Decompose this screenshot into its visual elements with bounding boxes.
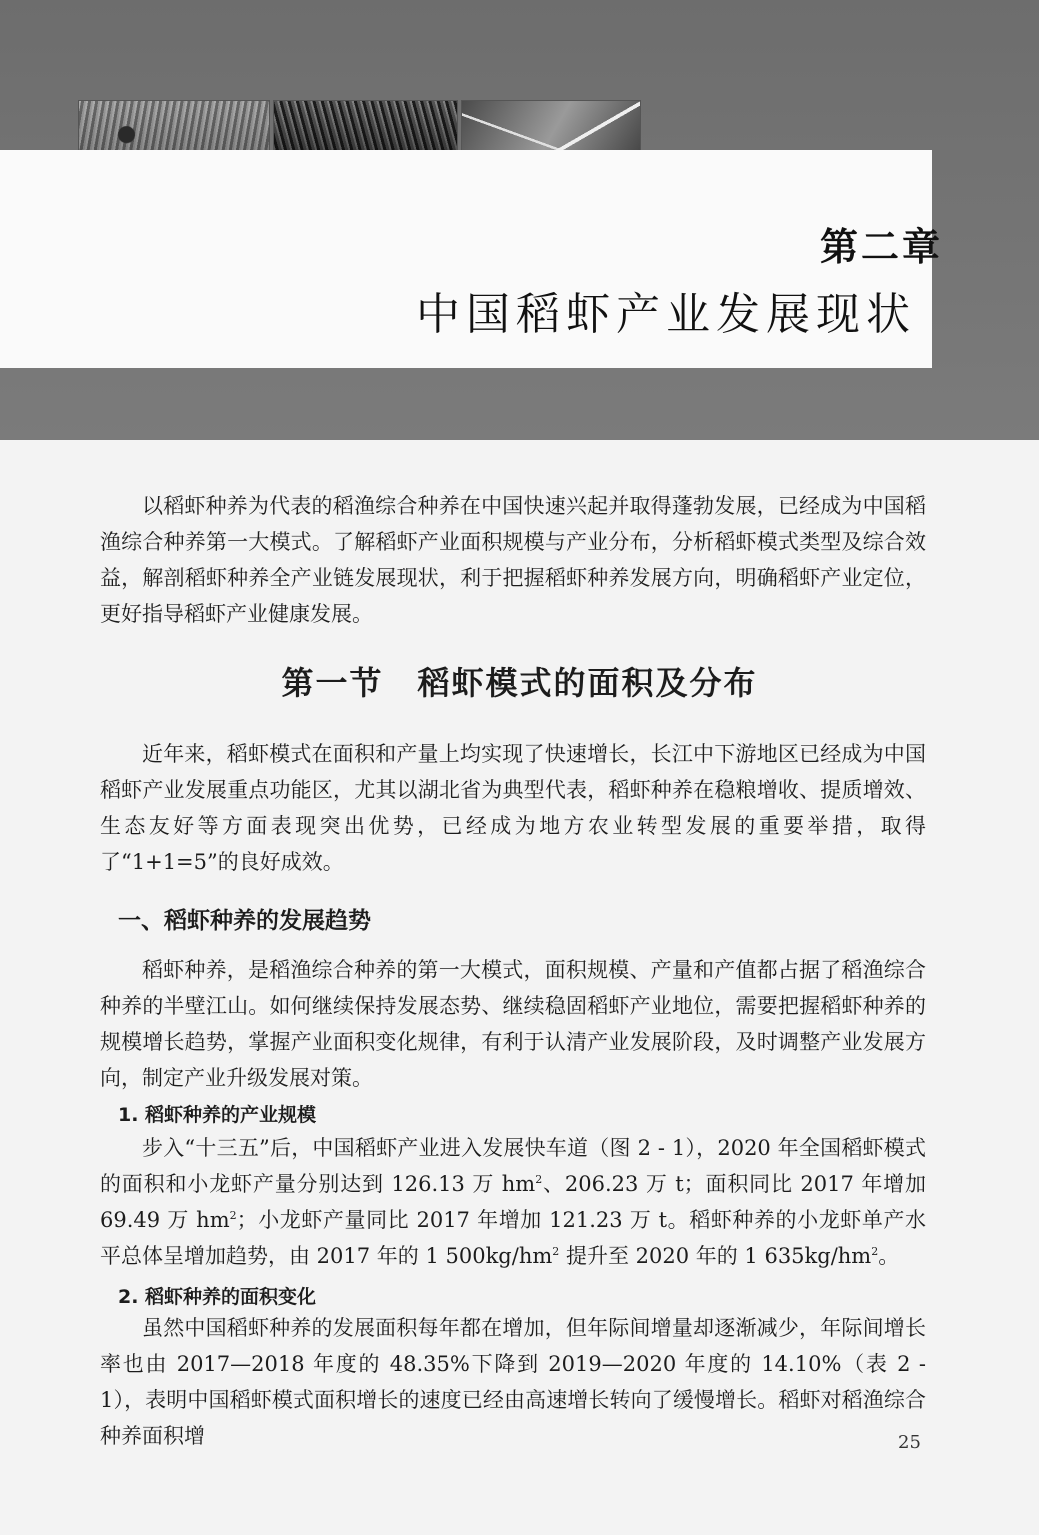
intro-paragraph: 以稻虾种养为代表的稻渔综合种养在中国快速兴起并取得蓬勃发展，已经成为中国稻渔综合种养第一大模式。了解稻虾产业面积规模与产业分布，分析稻虾模式类型及综合效益，解剖稻虾种养全产业链发展现状，利于把握稻虾种养发展方向，明确稻虾产业定位，更好指导稻虾产业健康发展。 (100, 494, 926, 626)
subsection-heading: 一、稻虾种养的发展趋势 (118, 908, 371, 934)
chapter-number: 第二章 (819, 224, 943, 269)
point1-heading: 1. 稻虾种养的产业规模 (118, 1104, 317, 1126)
point1-text-a: 步入“十三五”后，中国稻虾产业进入发展快车道（图 2 - 1），2020 年全国稻虾模式的面积和小龙虾产量分别达到 126.13 万 hm (100, 1136, 926, 1196)
superscript-2: 2 (229, 1209, 237, 1222)
section-paragraph: 近年来，稻虾模式在面积和产量上均实现了快速增长，长江中下游地区已经成为中国稻虾产业发展重点功能区，尤其以湖北省为典型代表，稻虾种养在稳粮增收、提质增效、生态友好等方面表现突出优势，已经成为地方农业转型发展的重要举措，取得了“1+1=5”的良好成效。 (100, 742, 926, 874)
page-number: 25 (898, 1432, 921, 1453)
section-heading: 第一节 稻虾模式的面积及分布 (281, 664, 758, 702)
superscript-2: 2 (552, 1245, 560, 1258)
point1-text-c: ；小龙虾产量同比 2017 年增加 121.23 万 t。稻虾种养的小龙虾单产水平总体呈增加趋势，由 2017 年的 1 500kg/hm (100, 1208, 926, 1268)
point2-heading: 2. 稻虾种养的面积变化 (118, 1286, 317, 1308)
chapter-banner (0, 0, 1039, 440)
point2-paragraph: 虽然中国稻虾种养的发展面积每年都在增加，但年际间增量却逐渐减少，年际间增长率也由 2017—2018 年度的 48.35%下降到 2019—2020 年度的 14.10%（表 2 - 1），表明中国稻虾模式面积增长的速度已经由高速增长转向了缓慢增长。稻虾对稻渔综合种养面积增 (100, 1316, 926, 1448)
subsection-paragraph: 稻虾种养，是稻渔综合种养的第一大模式，面积规模、产量和产值都占据了稻渔综合种养的半壁江山。如何继续保持发展态势、继续稳固稻虾产业地位，需要把握稻虾种养的规模增长趋势，掌握产业面积变化规律，有利于认清产业发展阶段，及时调整产业发展方向，制定产业升级发展对策。 (100, 958, 926, 1090)
chapter-title: 中国稻虾产业发展现状 (416, 289, 916, 340)
point1-paragraph (100, 1130, 926, 1274)
point1-text-d: 提升至 2020 年的 1 635kg/hm (559, 1244, 872, 1268)
superscript-2: 2 (871, 1245, 879, 1258)
superscript-2: 2 (535, 1173, 543, 1186)
point1-text-b: 、206.23 万 t；面积同比 2017 年增加 69.49 万 hm (100, 1172, 927, 1232)
point1-text-e: 。 (878, 1244, 900, 1268)
